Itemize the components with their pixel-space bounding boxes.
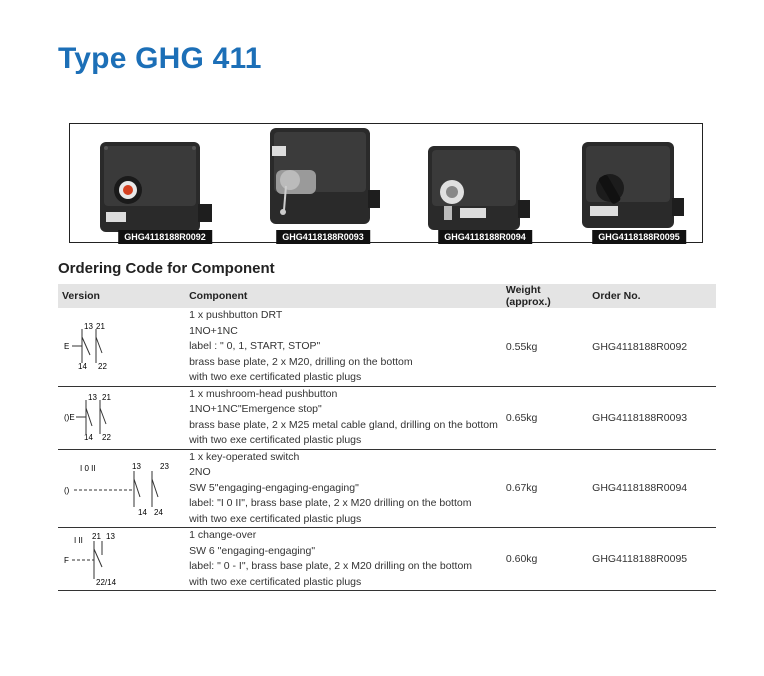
ordering-table [58,284,716,591]
weight-cell: 0.65kg [502,386,588,449]
diagram-top-label: 21 [92,531,101,541]
pushbutton-enclosure-icon [90,124,240,244]
product-code-1: GHG4118188R0092 [118,230,212,244]
order-no-cell: GHG4118188R0092 [588,308,716,386]
diagram-positions: I 0 II [80,463,96,473]
diagram-bottom-label: 14 [84,433,93,442]
diagram-bottom-label: 22 [98,362,107,372]
product-code-3: GHG4118188R0094 [438,230,532,244]
page-title: Type GHG 411 [58,42,262,75]
component-line: 1NO+1NC [189,324,238,337]
diagram-bottom-label: 24 [154,507,163,517]
table-row [58,308,716,386]
component-cell [185,449,502,528]
mushroom-circuit-symbol-icon [62,390,132,442]
component-line: label : " 0, 1, START, STOP" [189,340,321,352]
component-line: brass base plate, 2 x M25 metal cable gland, drilling on the bottom [189,418,498,431]
header-version: Version [58,284,185,308]
order-no-cell: GHG4118188R0093 [588,386,716,449]
component-line: 2NO [189,466,211,478]
header-order-no: Order No. [588,284,716,308]
component-line: with two exe certificated plastic plugs [189,512,362,525]
diagram-top-label: 21 [102,393,111,402]
diagram-top-label: 13 [84,322,93,332]
component-cell [185,308,502,386]
version-diagram-cell [58,528,185,591]
component-line: SW 5"engaging-engaging-engaging" [189,481,359,494]
component-cell [185,386,502,449]
changeover-circuit-symbol-icon [62,529,142,587]
component-line: label: "I 0 II", brass base plate, 2 x M20 drilling on the bottom [189,497,472,509]
order-no-cell: GHG4118188R0095 [588,528,716,591]
component-cell [185,528,502,591]
component-line: brass base plate, 2 x M20, drilling on the bottom [189,355,413,368]
order-no-cell: GHG4118188R0094 [588,449,716,528]
component-line: 1 x mushroom-head pushbutton [189,387,338,400]
version-diagram-cell [58,386,185,449]
diagram-top-label: 13 [106,531,115,541]
rotary-knob-enclosure-icon [564,124,714,244]
diagram-top-label: 21 [96,322,105,332]
table-header-row [58,284,716,308]
section-title: Ordering Code for Component [58,260,275,277]
component-line: with two exe certificated plastic plugs [189,575,362,588]
pushbutton-circuit-symbol-icon [62,319,132,371]
component-line: 1NO+1NC"Emergence stop" [189,403,322,415]
weight-cell: 0.55kg [502,308,588,386]
weight-cell: 0.60kg [502,528,588,591]
header-component: Component [185,284,502,308]
diagram-top-label: 13 [132,461,141,471]
key-switch-circuit-symbol-icon [62,457,174,517]
component-line: 1 x key-operated switch [189,450,300,463]
diagram-top-label: 13 [88,393,97,402]
diagram-positions: I II [74,535,83,545]
mushroom-head-enclosure-icon [248,124,398,244]
component-line: SW 6 "engaging-engaging" [189,544,316,557]
diagram-bottom-label: 22/14 [96,577,117,587]
product-photo-1 [90,124,240,244]
diagram-pre-label: () [64,485,70,495]
component-line: with two exe certificated plastic plugs [189,434,362,446]
diagram-bottom-label: 14 [138,507,147,517]
diagram-pre-label: ()E [64,413,75,422]
version-diagram-cell [58,449,185,528]
component-line: 1 change-over [189,529,257,541]
version-diagram-cell [58,308,185,386]
diagram-bottom-label: 14 [78,362,87,372]
product-code-2: GHG4118188R0093 [276,230,370,244]
product-photo-3 [410,124,560,244]
component-line: label: " 0 - I", brass base plate, 2 x M20 drilling on the bottom [189,560,473,572]
weight-cell: 0.67kg [502,449,588,528]
table-row [58,528,716,591]
component-line: with two exe certificated plastic plugs [189,371,362,383]
diagram-pre-label: F [64,555,69,565]
header-weight: Weight (approx.) [502,284,588,308]
product-photo-strip [69,123,703,243]
diagram-top-label: 23 [160,461,169,471]
product-photo-2 [248,124,398,244]
key-switch-enclosure-icon [410,124,560,244]
table-row [58,386,716,449]
component-line: 1 x pushbutton DRT [189,309,283,321]
product-code-4: GHG4118188R0095 [592,230,686,244]
product-photo-4 [564,124,714,244]
table-row [58,449,716,528]
diagram-bottom-label: 22 [102,433,111,442]
diagram-pre-label: E [64,342,70,352]
